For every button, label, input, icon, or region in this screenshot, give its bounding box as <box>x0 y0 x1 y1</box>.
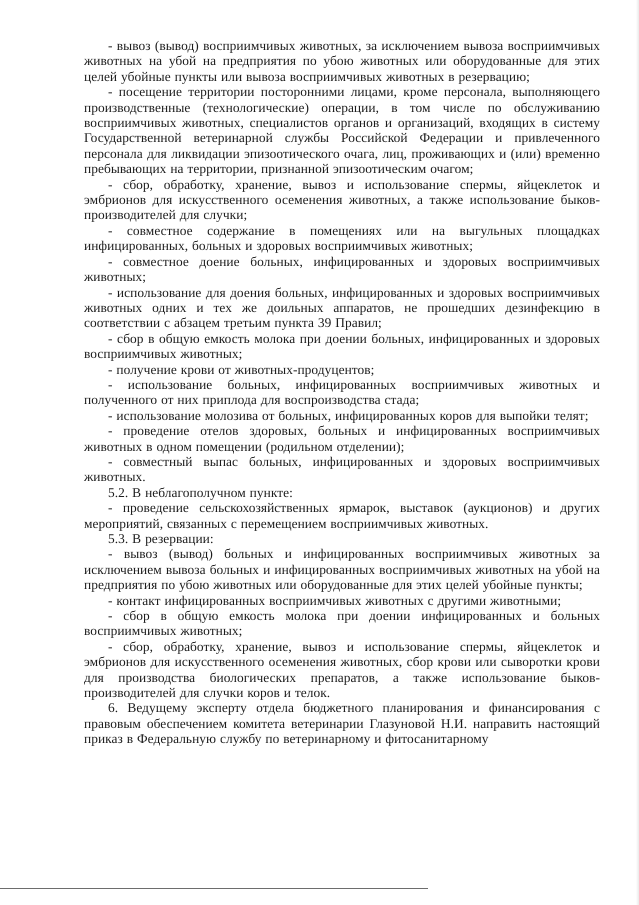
paragraph-semen-restriction: - сбор, обработку, хранение, вывоз и использование спермы, яйцеклеток и эмбрионов для искусственного осеменения животных, а также использование быков-производителей для случки; <box>84 176 600 223</box>
paragraph-colostrum: - использование молозива от больных, инфицированных коров для выпойки телят; <box>108 407 589 423</box>
bottom-divider <box>0 888 428 889</box>
paragraph-reproduction: - использование больных, инфицированных восприимчивых животных и полученного от них приплода для воспроизводства стада; <box>84 376 600 408</box>
paragraph-reservation-semen: - сбор, обработку, хранение, вывоз и использование спермы, яйцеклеток и эмбрионов для искусственного осеменения животных, сбор крови или сыворотки крови для производства биологических препаратов, а также использование быков-производителей для случки коров и телок. <box>84 638 600 701</box>
paragraph-reservation-export: - вывоз (вывод) больных и инфицированных восприимчивых животных за исключением вывоза больных и инфицированных восприимчивых животных на убой на предприятия по убою животных или оборудованные для этих целей убойные пункты; <box>84 546 600 593</box>
paragraph-grazing: - совместный выпас больных, инфицированных и здоровых восприимчивых животных. <box>84 453 600 485</box>
section-heading-5-2: 5.2. В неблагополучном пункте: <box>108 484 293 500</box>
document-body <box>84 38 600 747</box>
paragraph-joint-milking: - совместное доение больных, инфицированных и здоровых восприимчивых животных; <box>84 253 600 285</box>
paragraph-reservation-milk: - сбор в общую емкость молока при доении инфицированных и больных восприимчивых животных; <box>84 608 600 639</box>
paragraph-item-6: 6. Ведущему эксперту отдела бюджетного планирования и финансирования с правовым обеспечением комитета ветеринарии Глазуновой Н.И. направить настоящий приказ в Федеральную службу по ветеринарному и фитосанитарному <box>84 700 600 747</box>
paragraph-calving: - проведение отелов здоровых, больных и инфицированных восприимчивых животных в одном помещении (родильном отделении); <box>84 423 600 454</box>
paragraph-export-restriction: - вывоз (вывод) восприимчивых животных, за исключением вывоза восприимчивых животных на убой на предприятия по убою животных или оборудованные для этих целей убойные пункты или вывоза восприимчивых животных в резервацию; <box>84 38 600 84</box>
paragraph-blood-collection: - получение крови от животных-продуцентов; <box>108 361 375 377</box>
paragraph-joint-keeping: - совместное содержание в помещениях или на выгульных площадках инфицированных, больных и здоровых восприимчивых животных; <box>84 222 600 254</box>
paragraph-contact: - контакт инфицированных восприимчивых животных с другими животными; <box>108 592 562 608</box>
paragraph-fairs: - проведение сельскохозяйственных ярмарок, выставок (аукционов) и других мероприятий, связанных с перемещением восприимчивых животных. <box>84 500 600 531</box>
paragraph-milk-collection: - сбор в общую емкость молока при доении больных, инфицированных и здоровых восприимчивых животных; <box>84 330 600 362</box>
paragraph-milking-machines: - использование для доения больных, инфицированных и здоровых восприимчивых животных одних и тех же доильных аппаратов, не прошедших дезинфекцию в соответствии с абзацем третьим пункта 39 Правил; <box>84 284 600 331</box>
paragraph-visitor-restriction: - посещение территории посторонними лицами, кроме персонала, выполняющего производственные (технологические) операции, в том числе по обслуживанию восприимчивых животных, специалистов органов и организаций, входящих в систему Государственной ветеринарной службы Российской Федерации и привлеченного персонала для ликвидации эпизоотического очага, лиц, проживающих и (или) временно пребывающих на территории, признанной эпизоотическим очагом; <box>84 84 600 177</box>
section-heading-5-3: 5.3. В резервации: <box>108 531 214 546</box>
